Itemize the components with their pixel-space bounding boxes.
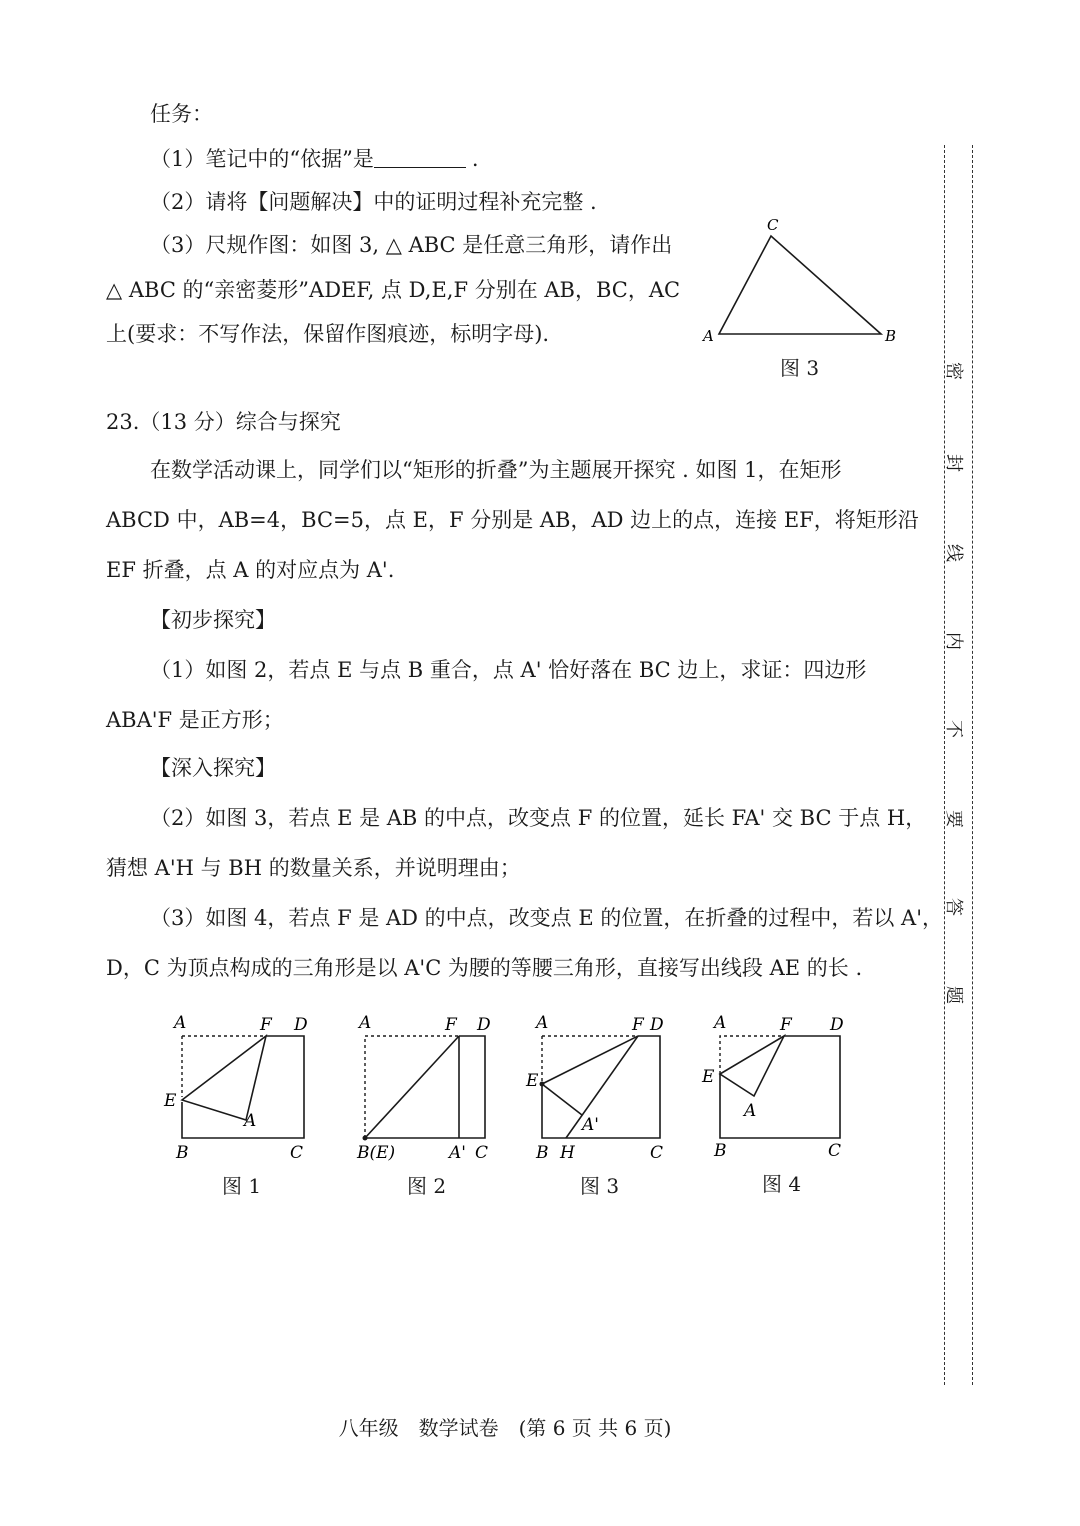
triangle-label-c: C — [767, 216, 779, 234]
seal-line-right — [972, 145, 973, 1385]
problem-23-intro-line-3: EF 折叠，点 A 的对应点为 A'. — [106, 558, 395, 582]
problem-23-intro-line-2: ABCD 中，AB=4，BC=5，点 E，F 分别是 AB，AD 边上的点，连接 EF，将矩形沿 — [106, 508, 919, 532]
fig1-label-a-fold: A — [244, 1111, 257, 1131]
seal-char-2: 封 — [943, 454, 964, 472]
fig2-label-a: A — [359, 1013, 372, 1033]
seal-line-left — [944, 145, 945, 1385]
fig3-label-h: H — [560, 1143, 575, 1163]
seal-char-1: 密 — [943, 362, 964, 380]
fig3-label-d: D — [650, 1015, 664, 1035]
figure-3 — [520, 1008, 680, 1168]
part-2-line-1: （2）如图 3，若点 E 是 AB 的中点，改变点 F 的位置，延长 FA' 交 BC 于点 H， — [150, 806, 927, 830]
section-deeper: 【深入探究】 — [150, 756, 276, 780]
task-question-1-text: （1）笔记中的“依据”是 — [150, 147, 374, 171]
seal-char-5: 不 — [943, 720, 964, 738]
fig3-label-e: E — [526, 1071, 539, 1091]
fig1-label-b: B — [176, 1143, 189, 1163]
seal-char-4: 内 — [943, 632, 964, 650]
answer-blank[interactable] — [374, 147, 466, 168]
fig1-label-e: E — [164, 1091, 177, 1111]
task-question-1-end: . — [471, 147, 479, 171]
seal-char-7: 答 — [943, 898, 964, 916]
problem-23-heading: 23.（13 分）综合与探究 — [106, 410, 341, 434]
triangle-caption: 图 3 — [780, 356, 820, 380]
fig3-label-f: F — [632, 1015, 644, 1035]
page-footer: 八年级 数学试卷 (第 6 页 共 6 页) — [338, 1416, 672, 1440]
figure-4-caption: 图 4 — [762, 1172, 802, 1196]
triangle-label-b: B — [885, 327, 897, 345]
fig4-label-d: D — [830, 1015, 844, 1035]
fig1-label-c: C — [290, 1143, 304, 1163]
triangle-label-a: A — [703, 327, 714, 345]
fig4-label-e: E — [702, 1067, 715, 1087]
figure-3-caption: 图 3 — [580, 1174, 620, 1198]
triangle-abc — [719, 236, 881, 334]
fig1-label-d: D — [294, 1015, 308, 1035]
fig4-label-b: B — [714, 1141, 727, 1161]
problem-23-intro-line-1: 在数学活动课上，同学们以“矩形的折叠”为主题展开探究 . 如图 1，在矩形 — [150, 458, 842, 482]
fig3-label-b: B — [536, 1143, 549, 1163]
seal-char-6: 要 — [943, 810, 964, 828]
triangle-abc-figure — [695, 210, 915, 350]
task-question-3-line-2: △ ABC 的“亲密菱形”ADEF, 点 D,E,F 分别在 AB，BC，AC — [106, 278, 681, 302]
fig2-label-c: C — [475, 1143, 489, 1163]
figure-1-caption: 图 1 — [222, 1174, 262, 1198]
fig3-label-c: C — [650, 1143, 664, 1163]
seal-char-3: 线 — [943, 544, 964, 562]
part-2-line-2: 猜想 A'H 与 BH 的数量关系，并说明理由； — [106, 856, 521, 880]
fig4-label-a-fold: A — [744, 1101, 757, 1121]
part-3-line-1: （3）如图 4，若点 F 是 AD 的中点，改变点 E 的位置，在折叠的过程中，若以 A'， — [150, 906, 943, 930]
fig2-label-f: F — [445, 1015, 457, 1035]
task-question-1 — [150, 145, 479, 173]
fig4-label-a: A — [714, 1013, 727, 1033]
fig3-label-a-prime: A' — [582, 1115, 599, 1135]
figure-2-caption: 图 2 — [407, 1174, 447, 1198]
fig1-label-a: A — [174, 1013, 187, 1033]
fig2-label-d: D — [477, 1015, 491, 1035]
fig2-label-b-e: B(E) — [357, 1143, 396, 1163]
task-question-3-line-3: 上(要求：不写作法，保留作图痕迹，标明字母). — [106, 322, 550, 346]
task-heading: 任务： — [150, 102, 213, 126]
part-1-line-1: （1）如图 2，若点 E 与点 B 重合，点 A' 恰好落在 BC 边上，求证：四边形 — [150, 658, 867, 682]
figure-2 — [345, 1008, 505, 1168]
task-question-2: （2）请将【问题解决】中的证明过程补充完整 . — [150, 190, 597, 214]
figure-1 — [160, 1008, 320, 1168]
part-3-line-2: D，C 为顶点构成的三角形是以 A'C 为腰的等腰三角形，直接写出线段 AE 的长 . — [106, 956, 863, 980]
section-preliminary: 【初步探究】 — [150, 608, 276, 632]
task-question-3-line-1: （3）尺规作图：如图 3, △ ABC 是任意三角形，请作出 — [150, 233, 673, 257]
fig1-label-f: F — [260, 1015, 272, 1035]
part-1-line-2: ABA'F 是正方形； — [106, 708, 284, 732]
fig3-label-a: A — [536, 1013, 549, 1033]
fig2-label-a-prime: A' — [449, 1143, 466, 1163]
seal-char-8: 题 — [943, 986, 964, 1004]
fig4-label-c: C — [828, 1141, 842, 1161]
fig4-label-f: F — [780, 1015, 792, 1035]
figure-4 — [700, 1008, 860, 1168]
